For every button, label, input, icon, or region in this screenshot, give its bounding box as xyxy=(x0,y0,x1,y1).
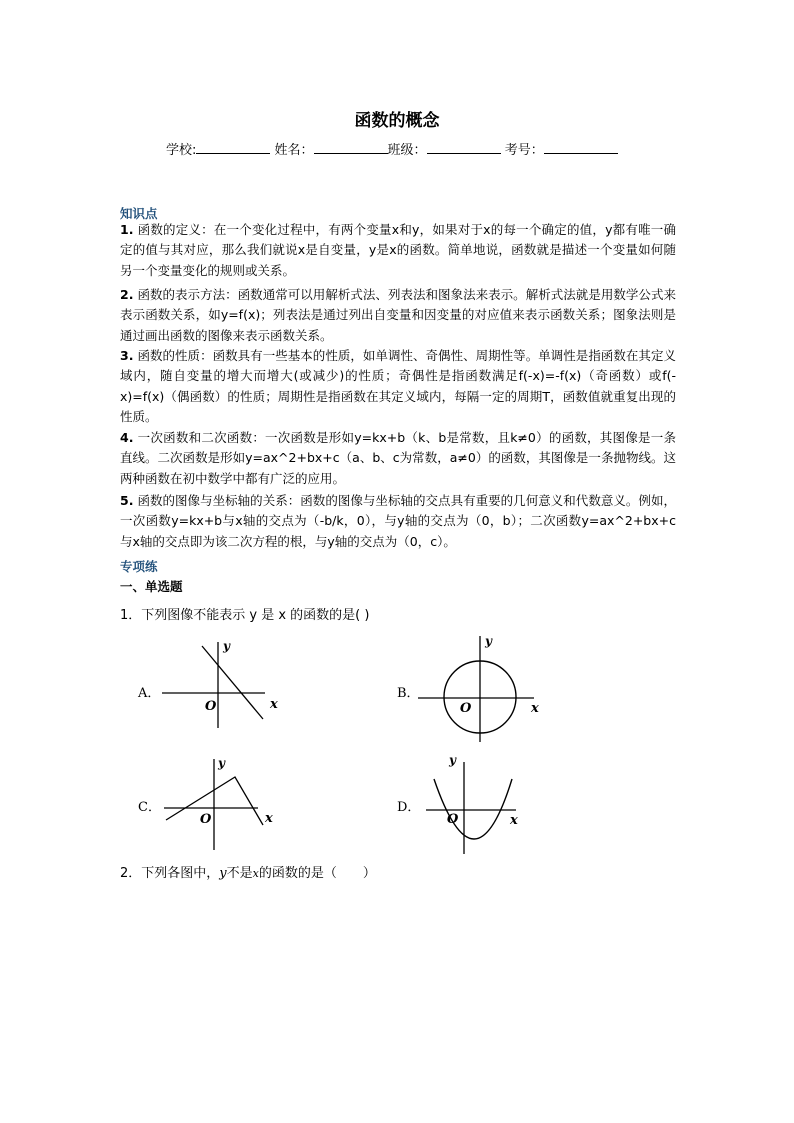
y-label: y xyxy=(223,639,230,653)
question-2-stem xyxy=(120,862,376,881)
single-choice-heading: 一、单选题 xyxy=(120,579,183,594)
item-text: 一次函数和二次函数：一次函数是形如y=kx+b（k、b是常数，且k≠0）的函数，其图像是一条直线。二次函数是形如y=ax^2+bx+c（a、b、c为常数，a≠0）的函数，其图像是一条抛物线。这两种函数在初中数学中都有广泛的应用。 xyxy=(120,430,676,486)
question-2-suffix: 的函数的是（ ） xyxy=(258,866,376,881)
origin-label: O xyxy=(460,701,472,716)
item-number: 5. xyxy=(120,493,134,508)
question-1-stem: 1．下列图像不能表示 y 是 x 的函数的是( ) xyxy=(120,608,370,623)
class-label: 班级： xyxy=(387,143,427,158)
knowledge-item-4 xyxy=(120,428,676,489)
item-text: 函数的表示方法：函数通常可以用解析式法、列表法和图象法来表示。解析式法就是用数学公式来表示函数关系，如y=f(x)；列表法是通过列出自变量和因变量的对应值来表示函数关系；图象法则是通过画出函数的图像来表示函数关系。 xyxy=(120,287,676,343)
question-2-prefix: 2．下列各图中， xyxy=(120,866,220,881)
y-label: y xyxy=(485,634,492,648)
option-d-graph[interactable] xyxy=(420,752,555,857)
option-a-graph[interactable] xyxy=(160,636,295,731)
item-number: 3. xyxy=(120,348,134,363)
practice-heading: 专项练 xyxy=(120,559,158,574)
x-label: x xyxy=(510,813,518,828)
x-label: x xyxy=(270,697,278,712)
page-title: 函数的概念 xyxy=(354,111,440,131)
item-number: 1. xyxy=(120,222,134,237)
y-label: y xyxy=(449,753,456,767)
student-info-line xyxy=(166,139,618,158)
school-label: 学校: xyxy=(166,143,197,158)
knowledge-item-2 xyxy=(120,285,676,346)
y-label: y xyxy=(218,756,225,770)
item-number: 4. xyxy=(120,430,134,445)
knowledge-heading: 知识点 xyxy=(120,206,158,221)
option-d-label[interactable]: D． xyxy=(397,800,421,815)
origin-label: O xyxy=(447,812,459,827)
item-text: 函数的图像与坐标轴的关系：函数的图像与坐标轴的交点具有重要的几何意义和代数意义。例如，一次函数y=kx+b与x轴的交点为（-b/k，0），与y轴的交点为（0，b）；二次函数y=ax^2+bx+c与x轴的交点即为该二次方程的根，与y轴的交点为（0，c）。 xyxy=(120,493,676,549)
item-number: 2. xyxy=(120,287,134,302)
knowledge-item-1 xyxy=(120,220,676,281)
item-text: 函数的定义：在一个变化过程中，有两个变量x和y，如果对于x的每一个确定的值，y都有唯一确定的值与其对应，那么我们就说x是自变量，y是x的函数。简单地说，函数就是描述一个变量如何随另一个变量变化的规则或关系。 xyxy=(120,222,676,278)
name-label: 姓名： xyxy=(274,143,314,158)
origin-label: O xyxy=(205,699,217,714)
knowledge-item-5 xyxy=(120,491,676,552)
option-c-graph[interactable] xyxy=(160,752,295,852)
school-blank[interactable] xyxy=(196,141,270,154)
question-2-mid: 不是 xyxy=(226,866,253,881)
graph-parabola xyxy=(434,779,512,839)
option-a-label[interactable]: A． xyxy=(138,686,161,701)
name-blank[interactable] xyxy=(314,141,388,154)
option-b-graph[interactable] xyxy=(414,630,549,745)
class-blank[interactable] xyxy=(427,141,501,154)
origin-label: O xyxy=(200,812,212,827)
variable-y: y xyxy=(219,866,227,881)
knowledge-item-3 xyxy=(120,346,676,427)
x-label: x xyxy=(531,701,539,716)
x-label: x xyxy=(265,811,273,826)
variable-x: x xyxy=(252,867,259,880)
number-label: 考号： xyxy=(504,143,544,158)
item-text: 函数的性质：函数具有一些基本的性质，如单调性、奇偶性、周期性等。单调性是指函数在其定义域内，随自变量的增大而增大(或减少)的性质；奇偶性是指函数满足f(-x)=-f(x)（奇函数）或f(-x)=f(x)（偶函数）的性质；周期性是指函数在其定义域内，每隔一定的周期T，函数值就重复出现的性质。 xyxy=(120,348,676,424)
option-c-label[interactable]: C． xyxy=(138,800,161,815)
option-b-label[interactable]: B． xyxy=(397,686,420,701)
number-blank[interactable] xyxy=(544,141,618,154)
